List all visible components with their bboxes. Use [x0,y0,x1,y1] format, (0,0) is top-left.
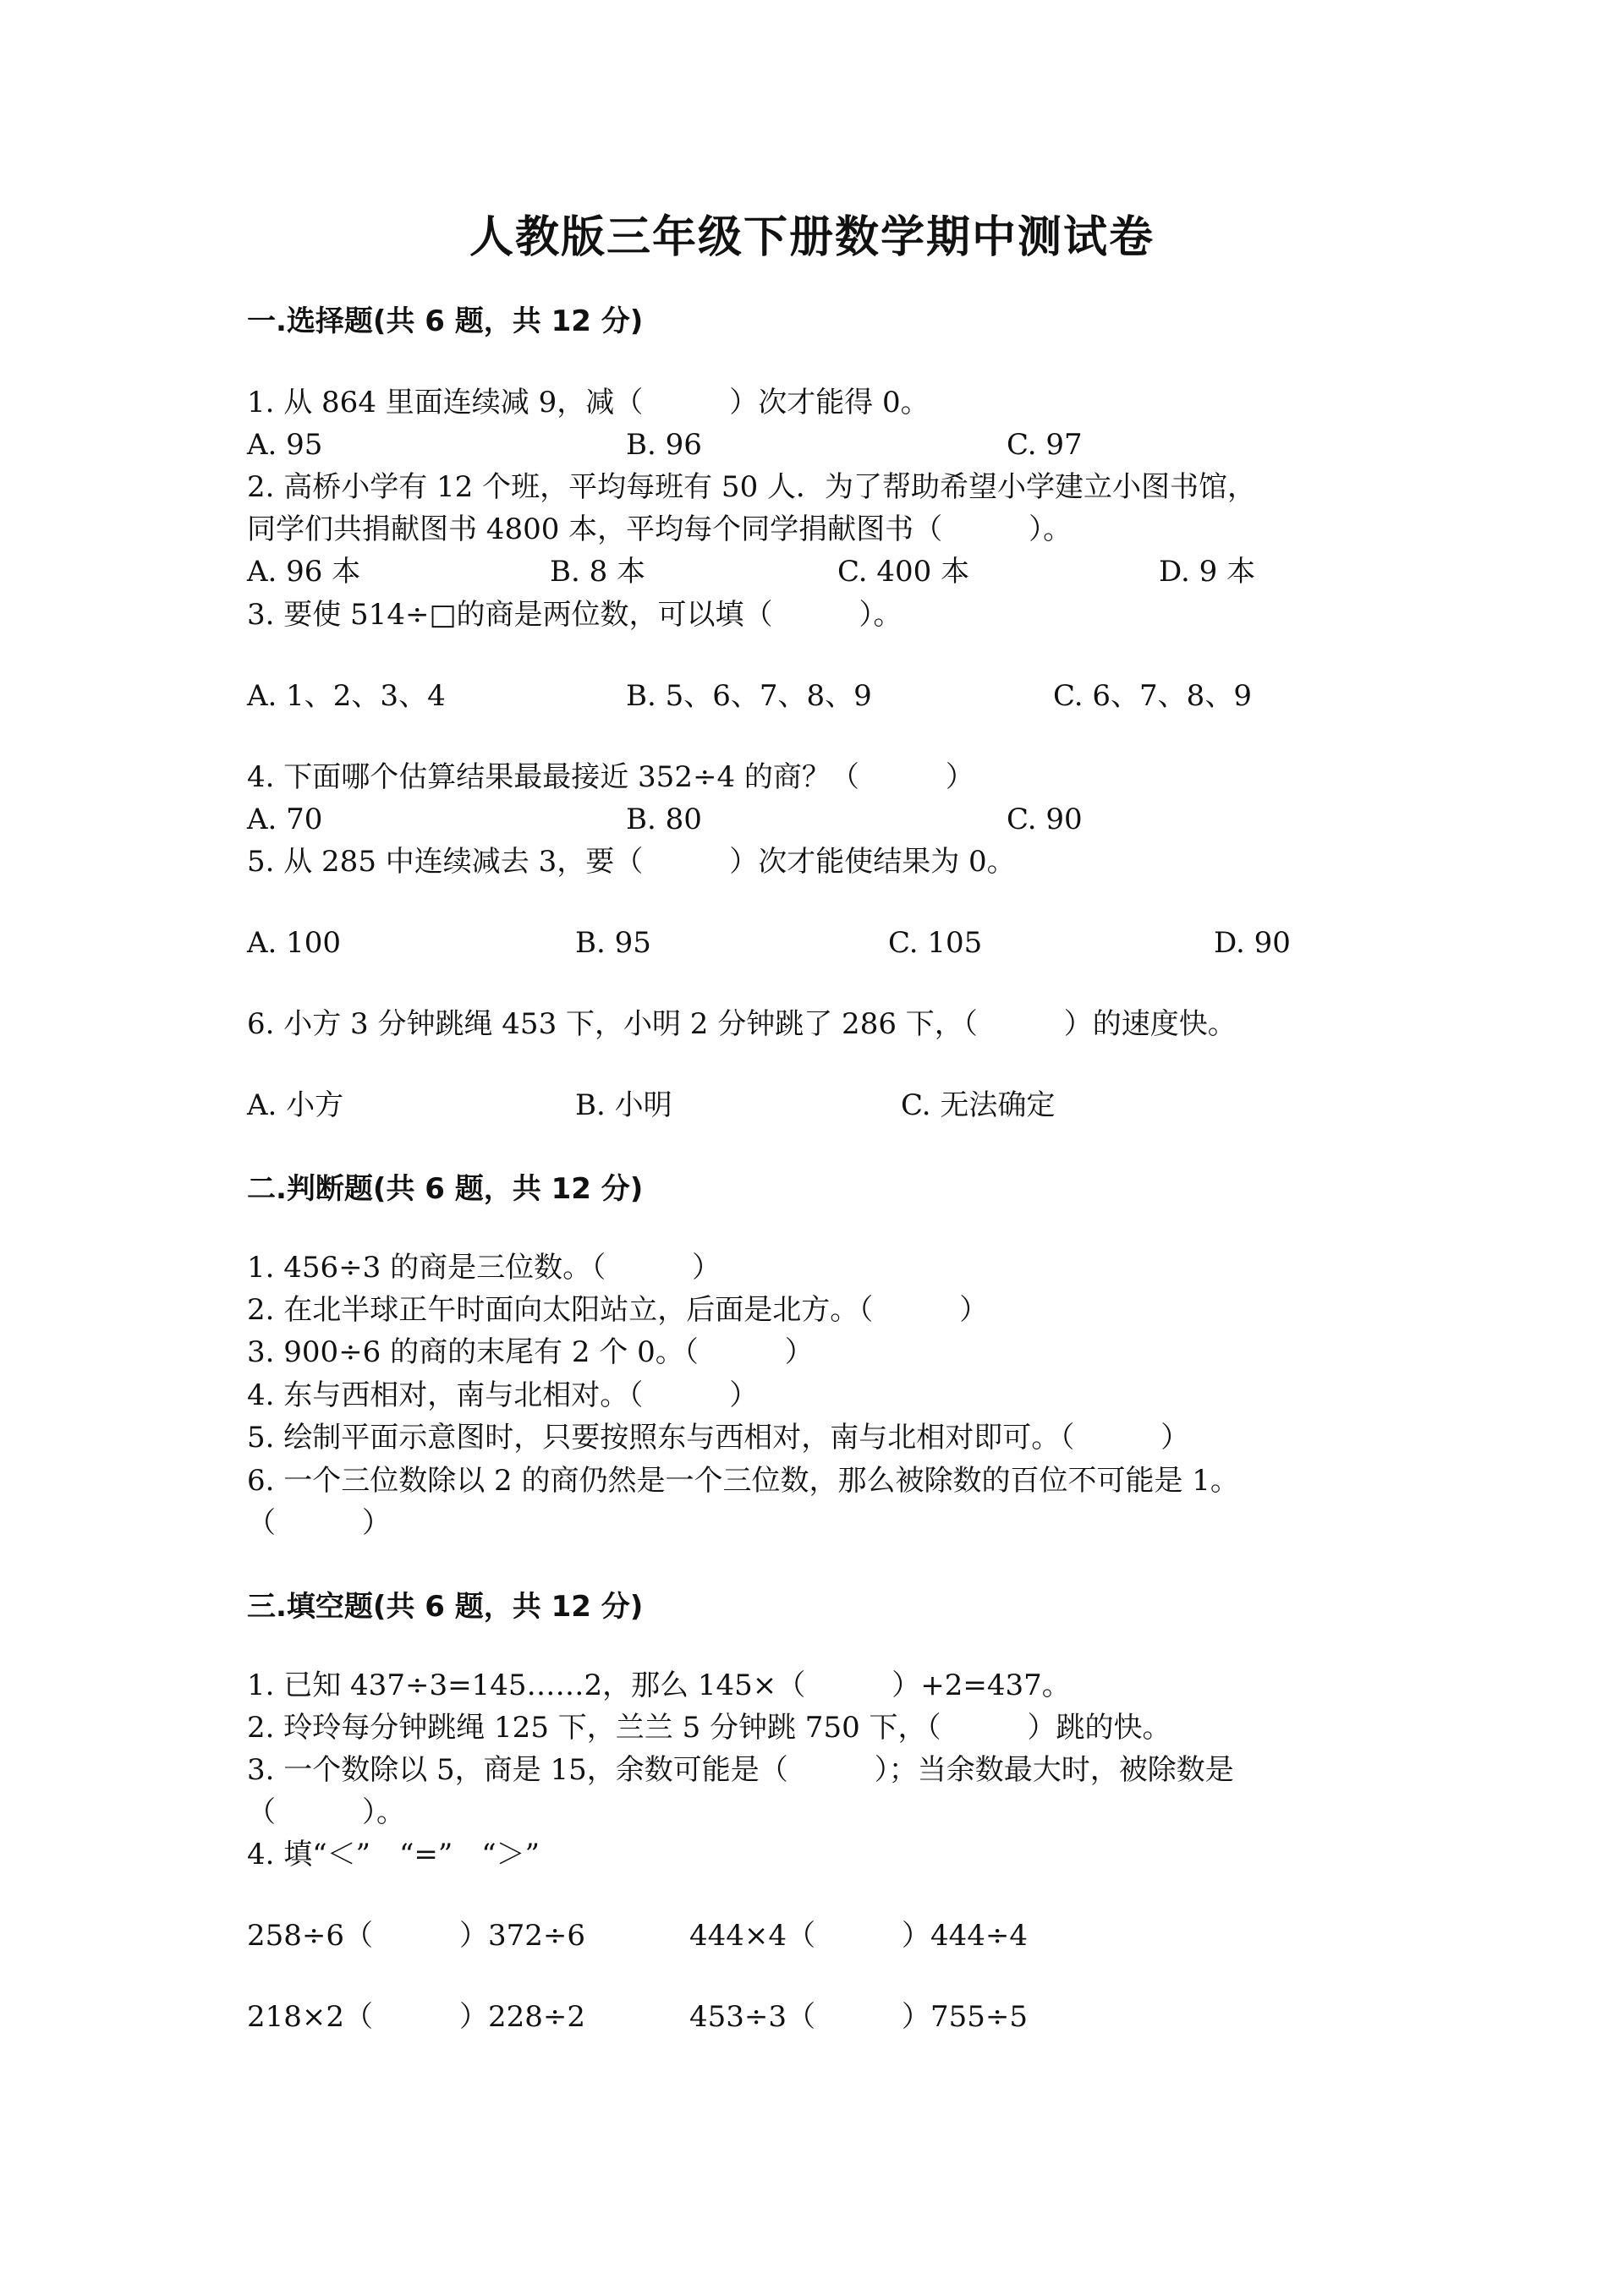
question-text: 5. 从 285 中连续减去 3，要（ ）次才能使结果为 0。 [247,845,1016,879]
question-text: 1. 从 864 里面连续减 9，减（ ）次才能得 0。 [247,386,930,419]
fill-item: 1. 已知 437÷3=145……2，那么 145×（ ）+2=437。 [247,1669,1071,1702]
option: C. 90 [1007,803,1083,836]
option: C. 400 本 [837,555,970,589]
section-heading-choice: 一.选择题(共 6 题，共 12 分) [247,304,644,338]
answer-blank: （ ） [247,1506,391,1540]
compare-expression: 258÷6（ ）372÷6 [247,1919,586,1953]
compare-expression: 218×2（ ）228÷2 [247,2000,586,2034]
option: C. 无法确定 [901,1088,1056,1122]
option: C. 105 [888,926,983,960]
statement: 5. 绘制平面示意图时，只要按照东与西相对，南与北相对即可。（ ） [247,1421,1190,1455]
statement: 6. 一个三位数除以 2 的商仍然是一个三位数，那么被除数的百位不可能是 1。 [247,1464,1239,1498]
option: C. 6、7、8、9 [1053,679,1252,713]
fill-item: 3. 一个数除以 5，商是 15，余数可能是（ ）；当余数最大时，被除数是 [247,1753,1234,1787]
page-title: 人教版三年级下册数学期中测试卷 [469,212,1155,263]
statement: 2. 在北半球正午时面向太阳站立，后面是北方。（ ） [247,1293,989,1327]
option: A. 100 [247,926,342,960]
option: B. 8 本 [550,555,646,589]
option: B. 95 [575,926,651,960]
question-text: 2. 高桥小学有 12 个班，平均每班有 50 人．为了帮助希望小学建立小图书馆， [247,470,1257,504]
question-text: 6. 小方 3 分钟跳绳 453 下，小明 2 分钟跳了 286 下，（ ）的速度快。 [247,1007,1237,1041]
statement: 1. 456÷3 的商是三位数。（ ） [247,1251,721,1285]
compare-expression: 453÷3（ ）755÷5 [689,2000,1029,2034]
section-heading-fill: 三.填空题(共 6 题，共 12 分) [247,1590,644,1624]
option: A. 70 [247,803,323,836]
fill-item: 4. 填“＜” “=” “＞” [247,1838,540,1871]
question-text: 3. 要使 514÷□的商是两位数，可以填（ ）。 [247,598,903,632]
statement: 4. 东与西相对，南与北相对。（ ） [247,1378,759,1412]
compare-expression: 444×4（ ）444÷4 [689,1919,1029,1953]
option: B. 96 [626,428,702,462]
option: D. 9 本 [1159,555,1256,589]
question-text: 同学们共捐献图书 4800 本，平均每个同学捐献图书（ ）。 [247,512,1073,546]
option: B. 80 [626,803,702,836]
option: A. 95 [247,428,323,462]
option: C. 97 [1007,428,1083,462]
option: A. 小方 [247,1088,344,1122]
fill-item: （ ）。 [247,1795,405,1829]
option: D. 90 [1214,926,1291,960]
option: A. 96 本 [247,555,361,589]
option: B. 5、6、7、8、9 [626,679,872,713]
statement: 3. 900÷6 的商的末尾有 2 个 0。（ ） [247,1335,814,1369]
section-heading-judgement: 二.判断题(共 6 题，共 12 分) [247,1172,644,1206]
option: A. 1、2、3、4 [247,679,446,713]
question-text: 4. 下面哪个估算结果最最接近 352÷4 的商？（ ） [247,760,974,794]
fill-item: 2. 玲玲每分钟跳绳 125 下，兰兰 5 分钟跳 750 下，（ ）跳的快。 [247,1711,1171,1745]
option: B. 小明 [575,1088,672,1122]
